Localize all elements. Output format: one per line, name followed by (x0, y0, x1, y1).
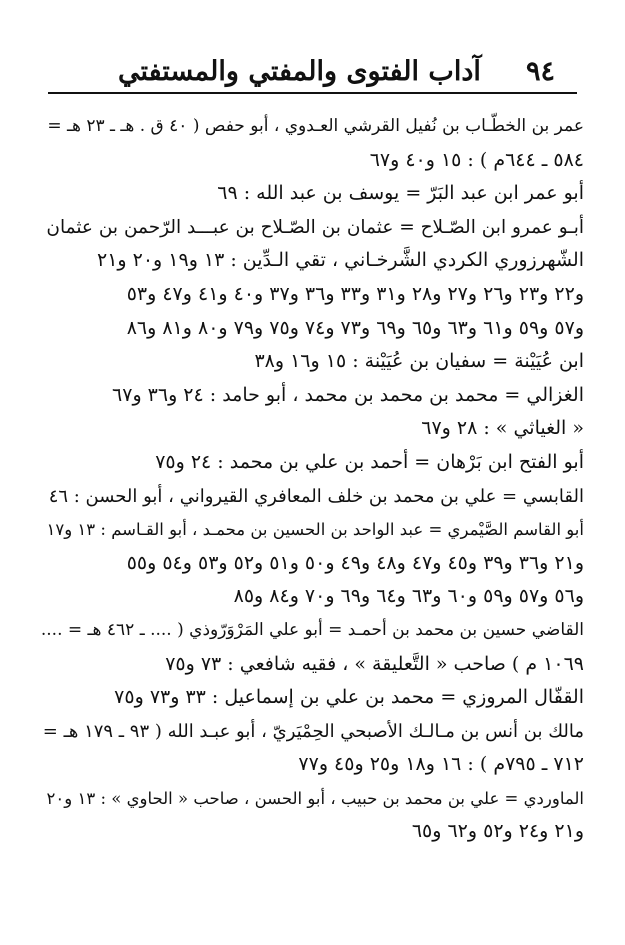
index-entry-line: القاضي حسين بن محمد بن أحمـد = أبو علي المَرْوَرّوذي ( .... ـ ٤٦٢ هـ = .... (40, 619, 584, 640)
running-title: آداب الفتوى والمفتي والمستفتي (118, 56, 481, 87)
index-continuation-line: ١٠٦٩ م ) صاحب « التَّعليقة » ، فقيه شافعي : ٧٣ و٧٥ (165, 652, 584, 675)
index-continuation-line: و٢٢ و٢٣ و٢٦ و٢٧ و٢٨ و٣١ و٣٣ و٣٦ و٣٧ و٤٠ و٤١ و٤٧ و٥٣ (126, 282, 584, 305)
index-entry-line: الماوردي = علي بن محمد بن حبيب ، أبو الحسن ، صاحب « الحاوي » : ١٣ و٢٠ (46, 788, 584, 808)
index-continuation-line: ٧١٢ ـ ٧٩٥م ) : ١٦ و١٨ و٢٥ و٤٥ و٧٧ (298, 753, 584, 776)
index-entry-line: عمر بن الخطّـاب بن نُفيل القرشي العـدوي ، أبو حفص ( ٤٠ ق . هـ ـ ٢٣ هـ = (47, 116, 584, 136)
index-body (36, 110, 584, 849)
index-entry-line: أبو الفتح ابن بَرْهان = أحمد بن علي بن محمد : ٢٤ و٧٥ (155, 450, 584, 473)
index-continuation-line: و٢١ و٢٤ و٥٢ و٦٢ و٦٥ (411, 820, 584, 843)
index-entry-line: القفّال المروزي = محمد بن علي بن إسماعيل : ٣٣ و٧٣ و٧٥ (114, 686, 584, 709)
index-continuation-line: و٥٦ و٥٧ و٥٩ و٦٠ و٦٣ و٦٤ و٦٩ و٧٠ و٨٤ و٨٥ (233, 585, 584, 608)
index-entry-line: ابن عُيَيْنة = سفيان بن عُيَيْنة : ١٥ و١٦ و٣٨ (254, 350, 584, 373)
index-entry-line: أبو القاسم الصَّيْمري = عبد الواحد بن الحسين بن محمـد ، أبو القـاسم : ١٣ و١٧ (46, 520, 584, 540)
index-entry-line: أبـو عمرو ابن الصّـلاح = عثمان بن الصّـلاح بن عبـــد الرّحمن بن عثمان (46, 216, 584, 238)
page-number: ٩٤ (525, 56, 555, 87)
index-continuation-line: و٥٧ و٥٩ و٦١ و٦٣ و٦٥ و٦٩ و٧٣ و٧٤ و٧٥ و٧٩ و٨٠ و٨١ و٨٦ (126, 316, 584, 339)
index-entry-line: الغزالي = محمد بن محمد بن محمد ، أبو حامد : ٢٤ و٣٦ و٦٧ (112, 383, 584, 406)
index-continuation-line: الشّهرزوري الكردي الشَّرخـاني ، تقي الـدِّين : ١٣ و١٩ و٢٠ و٢١ (96, 249, 584, 272)
header-rule (48, 92, 577, 94)
page-header (48, 50, 577, 90)
index-entry-line: مالك بن أنس بن مـالـك الأصبحي الحِمْيَريّ ، أبو عبـد الله ( ٩٣ ـ ١٧٩ هـ = (42, 720, 584, 742)
index-entry-line: أبو عمر ابن عبد البَرّ = يوسف بن عبد الله : ٦٩ (217, 182, 584, 205)
index-continuation-line: و٢١ و٣٦ و٣٩ و٤٥ و٤٧ و٤٨ و٤٩ و٥٠ و٥١ و٥٢ و٥٣ و٥٤ و٥٥ (126, 551, 584, 574)
index-continuation-line: ٥٨٤ ـ ٦٤٤م ) : ١٥ و٤٠ و٦٧ (369, 148, 584, 171)
index-entry-line: القابسي = علي بن محمد بن خلف المعافري القيرواني ، أبو الحسن : ٤٦ (48, 485, 584, 507)
index-entry-line: « الغياثي » : ٢٨ و٦٧ (421, 417, 584, 440)
